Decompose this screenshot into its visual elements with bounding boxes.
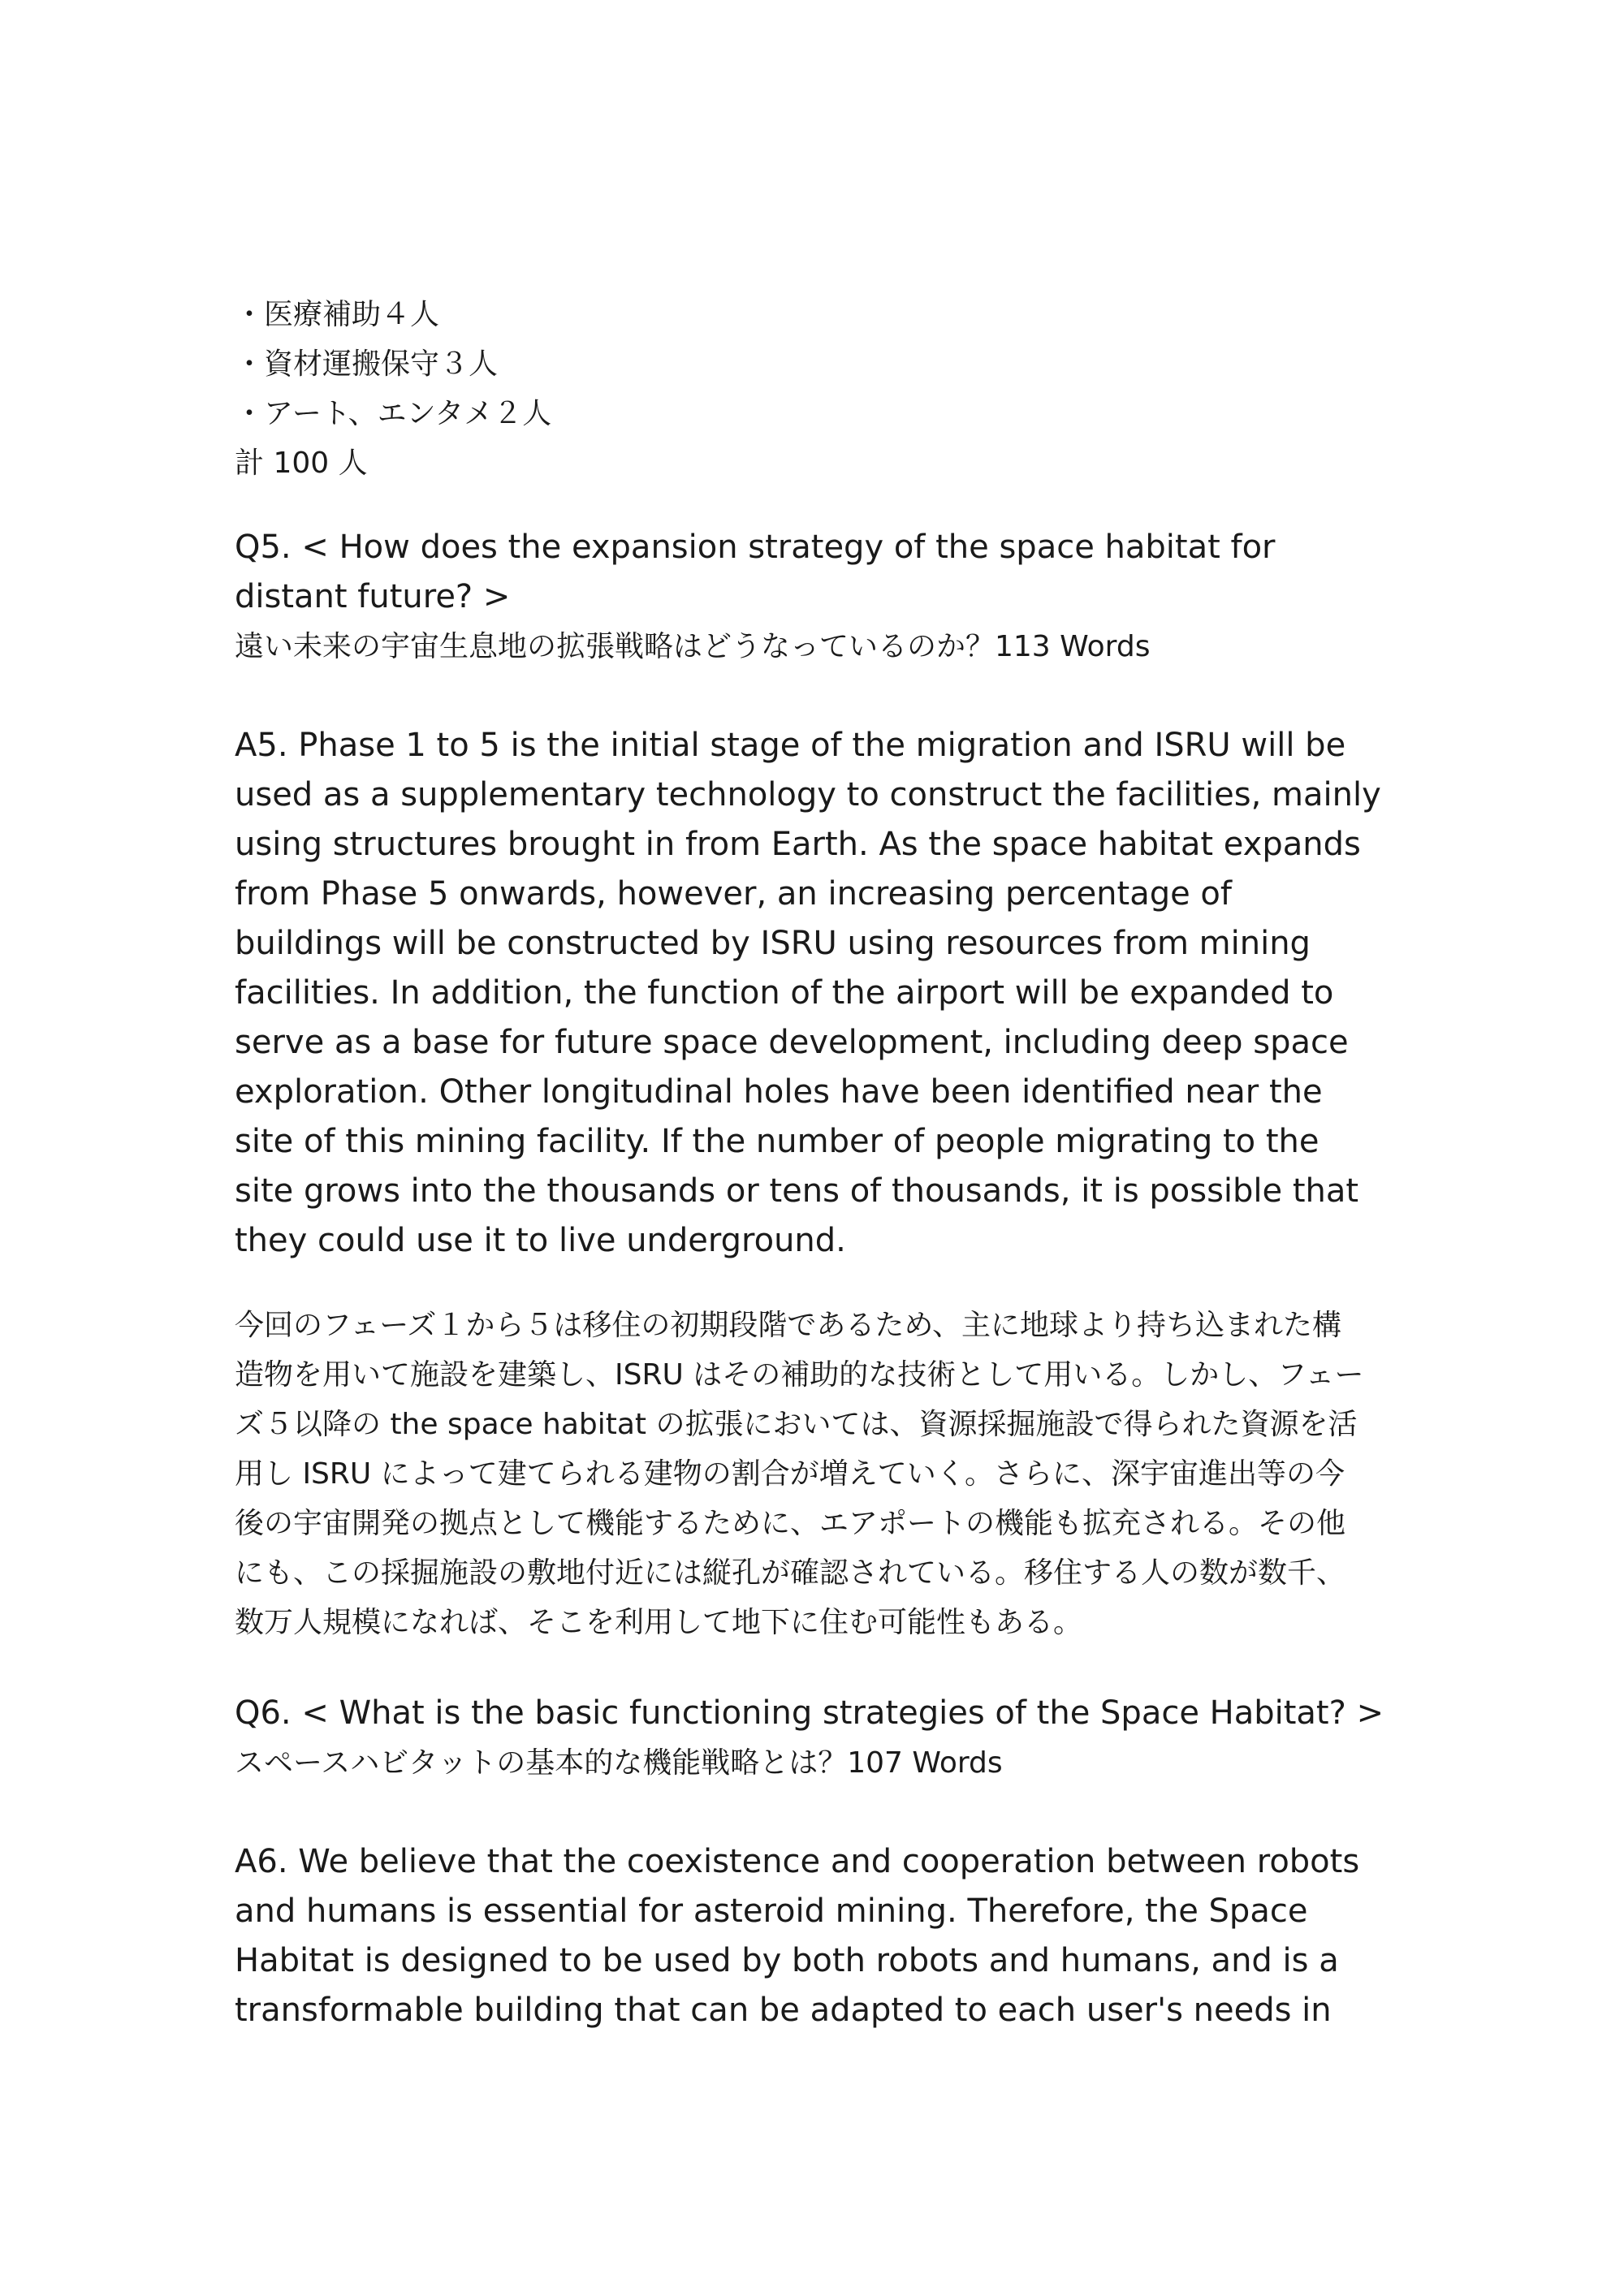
q5-section [235, 523, 1412, 1647]
q5-answer-jp: 今回のフェーズ１から５は移住の初期段階であるため、主に地球より持ち込まれた構 造物を用いて施設を建築し、ISRU はその補助的な技術として用いる。しかし、フェー ズ５以降の the space habitat の拡張においては、資源採掘施設で得られた資源を活 用し ISRU によって建てられる建物の割合が増えていく。さらに、深宇宙進出等の今 後の宇宙開発の拠点として機能するために、エアポートの機能も拡充される。その他 にも、この採掘施設の敷地付近には縦孔が確認されている。移住する人の数が数千、 数万人規模になれば、そこを利用して地下に住む可能性もある。 [235, 1309, 1364, 1639]
document-body [235, 290, 1412, 2035]
list-item: ・資材運搬保守３人 [235, 347, 499, 381]
q5-question-jp: 遠い未来の宇宙生息地の拡張戦略はどうなっているのか？113 Words [235, 630, 1151, 663]
q6-question-jp: スペースハビタットの基本的な機能戦略とは？107 Words [235, 1746, 1003, 1780]
list-item: ・アート、エンタメ２人 [235, 397, 552, 430]
list-total: 計 100 人 [235, 447, 368, 480]
staff-list [235, 290, 1412, 488]
q6-section [235, 1689, 1412, 2035]
q6-answer: A6. We believe that the coexistence and cooperation between robots and humans is essential for asteroid mining. Therefore, the Space Habitat is designed to be used by both robots and humans, and is a transformable building that can be adapted to each user's needs in [235, 1843, 1360, 2029]
q5-answer: A5. Phase 1 to 5 is the initial stage of the migration and ISRU will be used as a supplementary technology to construct the facilities, mainly using structures brought in from Earth. As the space habitat expands from Phase 5 onwards, however, an increasing percentage of buildings will be constructed by ISRU using resources from mining facilities. In addition, the function of the airport will be expanded to serve as a base for future space development, including deep space exploration. Other longitudinal holes have been identified near the site of this mining facility. If the number of people migrating to the site grows into the thousands or tens of thousands, it is possible that they could use it to live underground. [235, 727, 1381, 1259]
q6-question: Q6. < What is the basic functioning strategies of the Space Habitat? > [235, 1694, 1384, 1732]
list-item: ・医療補助４人 [235, 298, 440, 331]
q5-question: Q5. < How does the expansion strategy of the space habitat for distant future? > [235, 529, 1276, 615]
